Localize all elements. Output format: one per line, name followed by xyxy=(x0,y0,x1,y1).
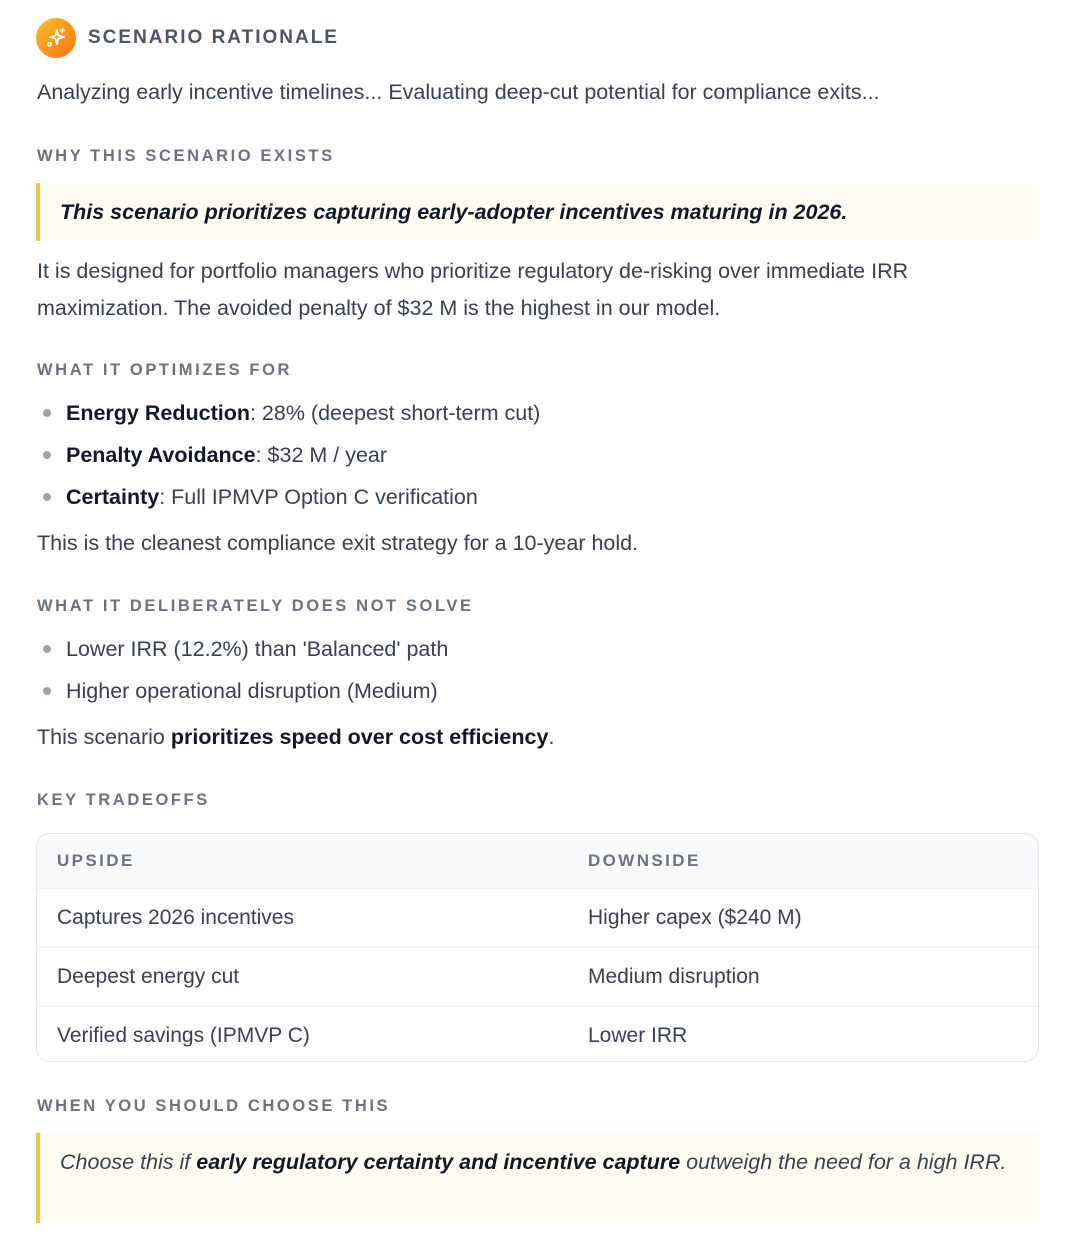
choose-strong: early regulatory certainty and incentive capture xyxy=(196,1150,681,1174)
optimizes-list xyxy=(37,392,540,518)
intro-status-text: Analyzing early incentive timelines... Evaluating deep-cut potential for compliance exits... xyxy=(37,80,880,104)
column-header-downside: DOWNSIDE xyxy=(588,851,701,870)
optimizes-term: Certainty xyxy=(66,485,160,509)
choose-prefix: Choose this if xyxy=(60,1150,197,1174)
section-label-choose: WHEN YOU SHOULD CHOOSE THIS xyxy=(37,1097,391,1115)
list-item xyxy=(37,434,540,476)
optimizes-detail: : 28% (deepest short-term cut) xyxy=(249,401,541,425)
table-cell-upside: Captures 2026 incentives xyxy=(57,906,294,929)
list-item xyxy=(37,670,448,712)
why-body: It is designed for portfolio managers who prioritize regulatory de-risking over immediate IRR maximization. The avoided penalty of $32 M is the highest in our model. xyxy=(37,259,909,320)
section-label-tradeoffs: KEY TRADEOFFS xyxy=(37,791,210,809)
table-header-row xyxy=(37,834,1038,888)
optimizes-detail: : Full IPMVP Option C verification xyxy=(159,485,478,509)
table-cell-upside: Deepest energy cut xyxy=(57,965,240,988)
not-solve-summary-suffix: . xyxy=(548,725,555,749)
bullet-icon xyxy=(43,687,51,695)
list-item xyxy=(37,628,448,670)
list-item xyxy=(37,476,540,518)
table-row xyxy=(37,947,1038,1006)
sparkle-icon xyxy=(36,18,76,58)
optimizes-detail: : $32 M / year xyxy=(255,443,388,467)
not-solve-item: Lower IRR (12.2%) than 'Balanced' path xyxy=(66,637,449,661)
not-solve-summary-prefix: This scenario xyxy=(37,725,171,749)
not-solve-list xyxy=(37,628,448,712)
section-label-optimizes: WHAT IT OPTIMIZES FOR xyxy=(37,361,293,379)
choose-callout xyxy=(36,1133,1039,1223)
panel-title: SCENARIO RATIONALE xyxy=(88,27,339,48)
section-label-not-solve: WHAT IT DELIBERATELY DOES NOT SOLVE xyxy=(37,597,474,615)
not-solve-summary xyxy=(37,719,1037,756)
optimizes-term: Energy Reduction xyxy=(66,401,250,425)
bullet-icon xyxy=(43,451,51,459)
not-solve-summary-strong: prioritizes speed over cost efficiency xyxy=(170,725,549,749)
bullet-icon xyxy=(43,409,51,417)
list-item xyxy=(37,392,540,434)
table-cell-upside: Verified savings (IPMVP C) xyxy=(57,1024,310,1047)
why-callout-text: This scenario prioritizes capturing early-adopter incentives maturing in 2026. xyxy=(60,200,848,224)
column-header-upside: UPSIDE xyxy=(57,851,135,870)
why-callout xyxy=(36,183,1039,241)
optimizes-summary: This is the cleanest compliance exit strategy for a 10-year hold. xyxy=(37,531,639,555)
not-solve-item: Higher operational disruption (Medium) xyxy=(66,679,438,703)
table-row xyxy=(37,888,1038,947)
tradeoffs-table xyxy=(36,833,1039,1062)
table-cell-downside: Medium disruption xyxy=(588,965,760,988)
table-row xyxy=(37,1006,1038,1062)
bullet-icon xyxy=(43,493,51,501)
table-cell-downside: Higher capex ($240 M) xyxy=(588,906,802,929)
table-cell-downside: Lower IRR xyxy=(588,1024,688,1047)
panel-header xyxy=(36,18,339,58)
section-label-why: WHY THIS SCENARIO EXISTS xyxy=(37,147,335,165)
optimizes-term: Penalty Avoidance xyxy=(66,443,256,467)
choose-suffix: outweigh the need for a high IRR. xyxy=(680,1150,1007,1174)
bullet-icon xyxy=(43,645,51,653)
